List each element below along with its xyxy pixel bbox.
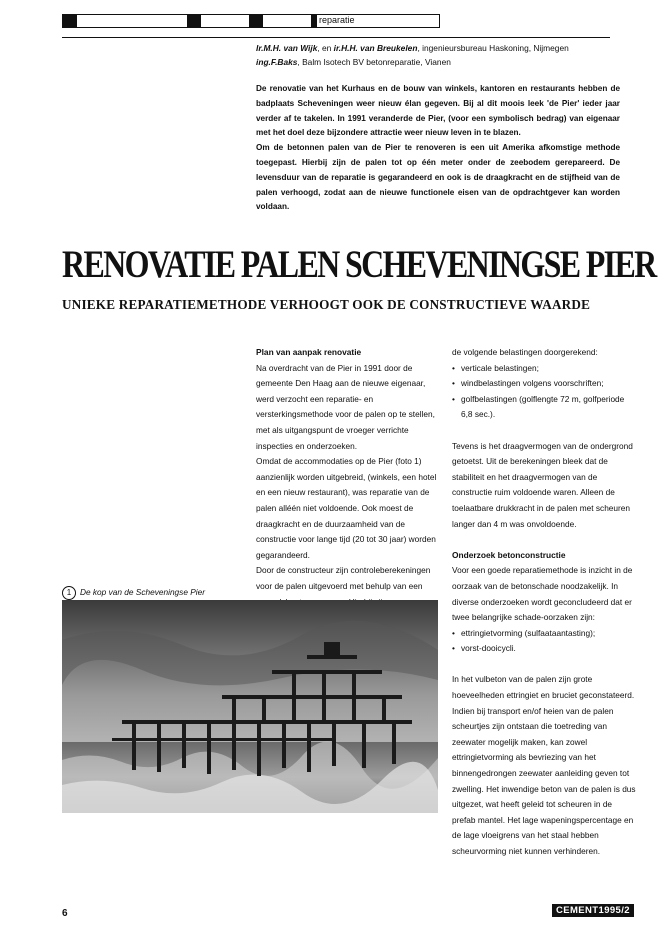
author-name: ir.H.H. van Breukelen bbox=[333, 43, 418, 53]
list-item: • verticale belastingen; bbox=[452, 361, 637, 377]
author-org: , ingenieursbureau Haskoning, Nijmegen bbox=[417, 43, 569, 53]
section-label: reparatie bbox=[319, 15, 355, 25]
list-item: • vorst-dooicycli. bbox=[452, 641, 637, 657]
author-credits bbox=[256, 41, 616, 69]
list-item: • golfbelastingen (golflengte 72 m, golfperiode 6,8 sec.). bbox=[452, 392, 637, 423]
text-column-1 bbox=[256, 345, 441, 610]
header-rule bbox=[62, 37, 610, 38]
caption-text: De kop van de Scheveningse Pier bbox=[80, 587, 205, 597]
header-block bbox=[249, 15, 263, 27]
header-bar bbox=[62, 14, 440, 28]
author-name: Ir.M.H. van Wijk bbox=[256, 43, 318, 53]
header-block bbox=[63, 15, 77, 27]
text-column-2 bbox=[452, 345, 637, 860]
loads-list bbox=[452, 361, 637, 423]
author-sep: , en bbox=[317, 43, 334, 53]
lead-paragraph: De renovatie van het Kurhaus en de bouw van winkels, kantoren en restaurants hebben de badplaats Scheveningen weer nieuw élan gegeven. Bij al dit moois leek 'de Pier' ieder jaar verder af te takelen. In 1991 veranderde de Pier, (voor een symbolisch bedrag) van eigenaar met het doel deze bijzondere attractie weer nieuw leven in te blazen. bbox=[256, 84, 620, 138]
lead-paragraphs bbox=[256, 82, 620, 215]
list-item: • ettringietvorming (sulfaataantasting); bbox=[452, 626, 637, 642]
author-name: ing.F.Baks bbox=[256, 57, 298, 67]
page-number: 6 bbox=[62, 908, 68, 919]
article-subtitle: UNIEKE REPARATIEMETHODE VERHOOGT OOK DE CONSTRUCTIEVE WAARDE bbox=[62, 297, 591, 312]
body-paragraph: Omdat de accommodaties op de Pier (foto 1) aanzienlijk worden uitgebreid, (winkels, een hotel en een nieuw restaurant), was reparatie van de palen alléén niet voldoende. Ook moest de draagkracht en de duurzaamheid van de constructie voor lange tijd (20 tot 30 jaar) worden gegarandeerd. bbox=[256, 456, 437, 560]
header-block bbox=[187, 15, 201, 27]
causes-list bbox=[452, 626, 637, 657]
publication-badge: CEMENT1995/2 bbox=[552, 904, 634, 917]
figure-number: 1 bbox=[62, 586, 76, 600]
section-heading: Plan van aanpak renovatie bbox=[256, 347, 362, 357]
photo-caption bbox=[62, 586, 205, 600]
body-paragraph: In het vulbeton van de palen zijn grote hoeveelheden ettringiet en bruciet geconstateerd. Indien bij transport en/of heien van de palen scheurtjes zijn ontstaan die toetreding van zeewater mogelijk maken, kan zowel ettringietvorming als bevriezing van het binnengedrongen zeewater aanleiding geven tot zwelling. Het inwendige beton van de palen is dus uitgezet, wat heeft geleid tot scheuren in de prefab mantel. Het lage wapeningspercentage en de lage vloeigrens van het staal hebben scheurvorming niet kunnen verhinderen. bbox=[452, 674, 636, 856]
body-paragraph: Na overdracht van de Pier in 1991 door de gemeente Den Haag aan de nieuwe eigenaar, werd verzocht een reparatie- en versterkingsmethode voor de palen op te stellen, met als uitgangspunt de vroeger verrichte inspecties en onderzoeken. bbox=[256, 362, 435, 451]
article-title: RENOVATIE PALEN SCHEVENINGSE PIER bbox=[62, 243, 656, 286]
body-paragraph: Voor een goede reparatiemethode is inzicht in de oorzaak van de betonschade noodzakelijk. In diverse onderzoeken wordt geconcludeerd dat er twee belangrijke schade-oorzaken zijn: bbox=[452, 565, 633, 623]
section-heading: Onderzoek betonconstructie bbox=[452, 549, 566, 560]
author-org: , Balm Isotech BV betonreparatie, Vianen bbox=[297, 57, 451, 67]
body-paragraph: de volgende belastingen doorgerekend: bbox=[452, 347, 598, 357]
list-item: • windbelastingen volgens voorschriften; bbox=[452, 376, 637, 392]
header-block bbox=[311, 15, 317, 27]
pier-photo bbox=[62, 600, 438, 813]
body-paragraph: Tevens is het draagvermogen van de ondergrond getoetst. Uit de berekeningen bleek dat de stabiliteit en het draagvermogen van de constructie ruim voldoende waren. Alleen de toelaatbare drukkracht in de palen met scheuren langer dan 4 m was onvoldoende. bbox=[452, 440, 633, 529]
body-paragraph: Door de constructeur zijn controleberekeningen voor de palen uitgevoerd met behulp van een bbox=[256, 565, 431, 591]
lead-paragraph: Om de betonnen palen van de Pier te renoveren is een uit Amerika afkomstige methode toegepast. Hierbij zijn de palen tot op één meter onder de zeebodem gerepareerd. De levensduur van de reparatie is gegarandeerd en ook is de draagkracht en de stijfheid van de palen verhoogd, zodat aan de nieuwe functionele eisen van de opdrachtgever kan worden voldaan. bbox=[256, 143, 620, 212]
